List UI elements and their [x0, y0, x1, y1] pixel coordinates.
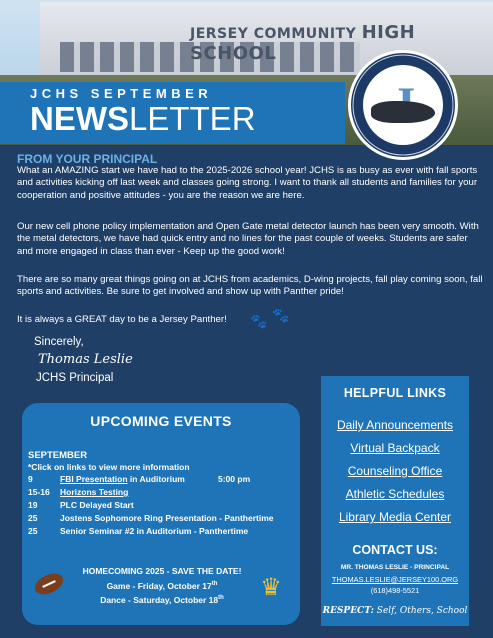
contact-heading: CONTACT US: — [352, 543, 438, 557]
closing-text: Sincerely, — [34, 336, 84, 348]
link-daily-announcements[interactable]: Daily Announcements — [336, 418, 454, 432]
school-seal-logo — [348, 50, 458, 160]
building-sign-prefix: JERSEY COMMUNITY — [190, 26, 362, 42]
event-date: 19 — [28, 500, 38, 510]
event-suffix: in Auditorium — [127, 474, 185, 484]
helpful-links-heading: HELPFUL LINKS — [343, 386, 447, 400]
principal-heading: FROM YOUR PRINCIPAL — [17, 152, 158, 166]
crown-icon: ♛ — [260, 574, 282, 601]
event-time: 5:00 pm — [218, 474, 251, 484]
event-date: 25 — [28, 513, 38, 523]
principal-paragraph-2: Our new cell phone policy implementation and Open Gate metal detector launch has been very smooth. With the metal detectors, we have had quick entry and no lines for the past couple of weeks. Students are safer and more engaged in class than ever - Keep up the good work! — [17, 221, 479, 257]
panther-icon — [371, 101, 435, 123]
event-link-fbi-presentation[interactable]: FBI Presentation — [60, 474, 128, 484]
seal-center — [363, 65, 443, 145]
event-row — [28, 500, 134, 510]
respect-label: RESPECT: — [322, 606, 374, 616]
respect-motto — [321, 606, 469, 616]
contact-name: MR. THOMAS LESLIE - PRINCIPAL — [340, 564, 450, 571]
event-date: 9 — [28, 474, 33, 484]
homecoming-title: HOMECOMING 2025 - SAVE THE DATE! — [82, 566, 242, 576]
homecoming-game: Game - Friday, October 17th — [106, 580, 218, 591]
event-row — [28, 526, 248, 536]
newsletter-title-bold: NEWS — [30, 100, 129, 137]
newsletter-subtitle: JCHS SEPTEMBER — [30, 86, 213, 101]
events-month: SEPTEMBER — [28, 450, 88, 461]
event-date: 25 — [28, 526, 38, 536]
link-athletic-schedules[interactable]: Athletic Schedules — [345, 487, 445, 501]
principal-paragraph-3: There are so many great things going on at JCHS from academics, D-wing projects, fall play coming soon, fall sports and activities. Be sure to get involved and show up with Panther pride! — [17, 274, 483, 298]
event-label: PLC Delayed Start — [60, 500, 134, 510]
paw-print-icon: 🐾 — [272, 307, 290, 323]
paw-print-icon: 🐾 — [250, 313, 268, 329]
principal-title: JCHS Principal — [36, 372, 114, 384]
event-row — [28, 474, 251, 484]
link-counseling-office[interactable]: Counseling Office — [347, 464, 443, 478]
building-sign-main: HIGH SCHOOL — [190, 22, 416, 64]
principal-signature: Thomas Leslie — [38, 352, 133, 367]
event-row — [28, 487, 128, 497]
events-note: *Click on links to view more information — [28, 462, 190, 472]
newsletter-masthead — [0, 82, 345, 144]
principal-paragraph-4: It is always a GREAT day to be a Jersey Panther! — [17, 314, 227, 325]
newsletter-title — [30, 100, 256, 138]
upcoming-events-panel — [22, 403, 300, 625]
event-date: 15-16 — [28, 487, 50, 497]
contact-phone: (618)498-5521 — [370, 586, 420, 595]
homecoming-dance: Dance - Saturday, October 18th — [100, 594, 224, 605]
homecoming-notice — [62, 565, 262, 606]
event-row — [28, 513, 273, 523]
helpful-links-panel — [321, 376, 469, 626]
event-label: Senior Seminar #2 in Auditorium - Panthertime — [60, 526, 249, 536]
principal-paragraph-1: What an AMAZING start we have had to the 2025-2026 school year! JCHS is as busy as ever with fall sports and activities kicking off last week and classes going strong. I want to thank all students and families for your cooperation and positive attitudes - you are the reason we are here. — [17, 165, 478, 201]
event-link-horizons-testing[interactable]: Horizons Testing — [60, 487, 129, 497]
respect-values: Self, Others, School — [376, 606, 468, 616]
link-virtual-backpack[interactable]: Virtual Backpack — [350, 441, 440, 455]
event-label: Jostens Sophomore Ring Presentation - Panthertime — [60, 513, 274, 523]
contact-email-link[interactable]: THOMAS.LESLIE@JERSEY100.ORG — [331, 575, 459, 584]
link-library-media-center[interactable]: Library Media Center — [338, 510, 452, 524]
newsletter-title-light: LETTER — [129, 100, 256, 137]
events-heading: UPCOMING EVENTS — [90, 413, 232, 429]
